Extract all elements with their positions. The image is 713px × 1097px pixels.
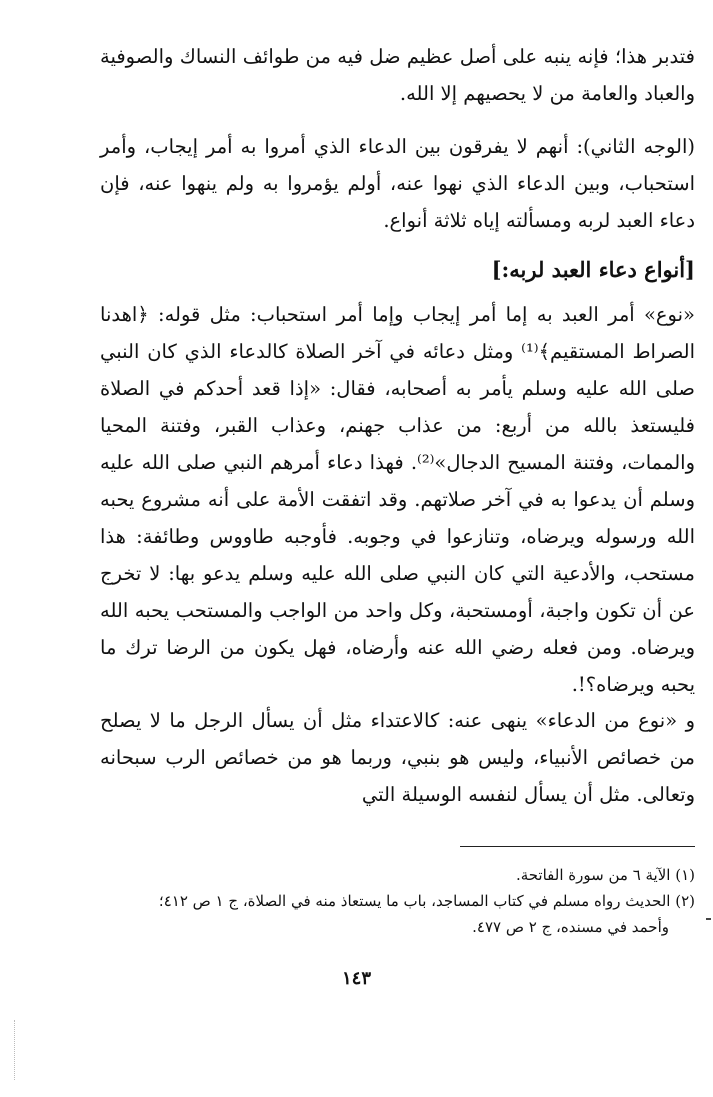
footnote-1: (١) الآية ٦ من سورة الفاتحة. <box>515 866 695 884</box>
paragraph-1: فتدبر هذا؛ فإنه ينبه على أصل عظيم ضل فيه من طوائف النساك والصوفية والعباد والعامة من لا يحصيهم إلا الله. <box>100 45 695 105</box>
section-heading: [أنواع دعاء العبد لربه:] <box>491 257 695 282</box>
footnotes <box>100 862 695 940</box>
paragraph-type-forbidden: و «نوع من الدعاء» ينهى عنه: كالاعتداء مثل أن يسأل الرجل ما لا يصلح من خصائص الأنبياء، وليس هو بنبي، وربما هو من خصائص الرب سبحانه وتعالى. مثل أن يسأل لنفسه الوسيلة التي <box>100 709 695 806</box>
footnote-separator <box>460 846 695 847</box>
page-number: ١٤٣ <box>341 968 371 989</box>
scan-artifact-dash <box>706 918 711 920</box>
footnote-2-line-2: وأحمد في مسنده، ج ٢ ص ٤٧٧. <box>472 918 669 936</box>
paragraph-type-commanded: «نوع» أمر العبد به إما أمر إيجاب وإما أمر استحباب: مثل قوله: ﴿اهدنا الصراط المستقيم﴾⁽¹⁾ ومثل دعائه في آخر الصلاة كالدعاء الذي كان النبي صلى الله عليه وسلم يأمر به أصحابه، فقال: «إذا قعد أحدكم في الصلاة فليستعذ بالله من أربع: من عذاب جهنم، وعذاب القبر، وفتنة المحيا والممات، وفتنة المسيح الدجال»⁽²⁾. فهذا دعاء أمرهم النبي صلى الله عليه وسلم أن يدعوا به في آخر صلاتهم. وقد اتفقت الأمة على أنه مشروع يحبه الله ورسوله ويرضاه، وتنازعوا في وجوبه. فأوجبه طاووس وطائفة: هذا مستحب، والأدعية التي كان النبي صلى الله عليه وسلم يدعو بها: لا تخرج عن أن تكون واجبة، أومستحبة، وكل واحد من الواجب والمستحب يحبه الله ويرضاه. ومن فعله رضي الله عنه وأرضاه، فهل يكون من الرضا ترك ما يحبه ويرضاه؟!. <box>100 303 696 696</box>
paragraph-second-aspect: (الوجه الثاني): أنهم لا يفرقون بين الدعاء الذي أمروا به أمر إيجاب، وأمر استحباب، وبين الدعاء الذي نهوا عنه، أولم يؤمروا به ولم ينهوا عنه، فإن دعاء العبد لربه ومسألته إياه ثلاثة أنواع. <box>100 135 695 232</box>
footnote-2-line-1: (٢) الحديث رواه مسلم في كتاب المساجد، باب ما يستعاذ منه في الصلاة، ج ١ ص ٤١٢؛ <box>158 892 695 910</box>
scan-artifact <box>14 1020 17 1080</box>
